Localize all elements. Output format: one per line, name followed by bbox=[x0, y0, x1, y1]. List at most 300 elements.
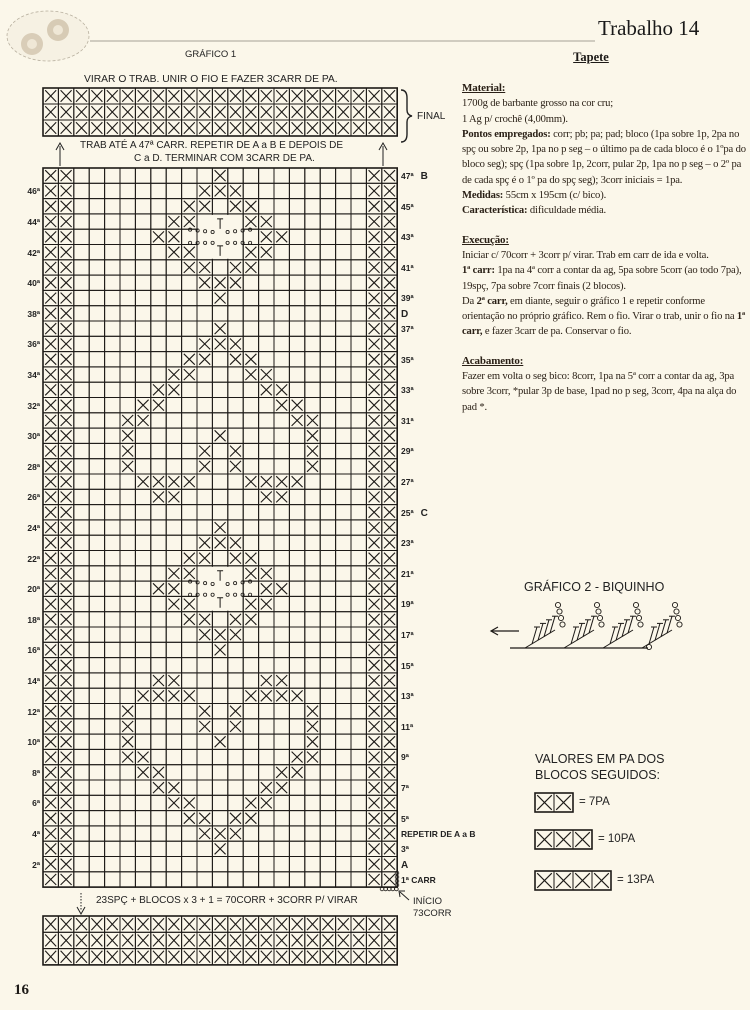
space-cell bbox=[274, 367, 289, 382]
block-cell bbox=[351, 88, 366, 104]
space-cell bbox=[305, 321, 320, 336]
space-cell bbox=[105, 658, 120, 673]
space-cell bbox=[274, 260, 289, 275]
space-cell bbox=[197, 841, 212, 856]
picot-repeat bbox=[642, 602, 682, 648]
block-cell bbox=[382, 199, 397, 214]
row-label-right bbox=[401, 477, 414, 487]
block-cell bbox=[366, 673, 381, 688]
block-cell bbox=[120, 932, 135, 948]
space-cell bbox=[105, 581, 120, 596]
space-cell bbox=[289, 627, 304, 642]
space-cell bbox=[320, 398, 335, 413]
space-cell bbox=[351, 857, 366, 872]
block-cell bbox=[58, 916, 73, 932]
block-cell bbox=[58, 489, 73, 504]
row-label-right bbox=[401, 783, 409, 793]
block-cell bbox=[120, 749, 135, 764]
space-cell bbox=[351, 551, 366, 566]
block-cell bbox=[166, 214, 181, 229]
space-cell bbox=[151, 505, 166, 520]
space-cell bbox=[336, 688, 351, 703]
space-cell bbox=[336, 872, 351, 887]
space-cell bbox=[243, 520, 258, 535]
space-cell bbox=[212, 443, 227, 458]
space-cell bbox=[336, 581, 351, 596]
block-cell bbox=[74, 120, 89, 136]
space-cell bbox=[320, 443, 335, 458]
space-cell bbox=[212, 612, 227, 627]
space-cell bbox=[182, 413, 197, 428]
block-cell bbox=[366, 627, 381, 642]
block-cell bbox=[289, 949, 304, 965]
space-cell bbox=[289, 443, 304, 458]
space-cell bbox=[74, 551, 89, 566]
block-cell bbox=[366, 505, 381, 520]
chart-row-15 bbox=[43, 658, 397, 673]
space-cell bbox=[74, 382, 89, 397]
block-cell bbox=[366, 321, 381, 336]
block-cell bbox=[151, 916, 166, 932]
space-cell bbox=[135, 489, 150, 504]
space-cell bbox=[320, 306, 335, 321]
block-cell bbox=[212, 916, 227, 932]
row-label-left: 20ª bbox=[27, 584, 40, 595]
block-cell bbox=[89, 120, 104, 136]
block-cell bbox=[74, 949, 89, 965]
execution-p3-a: Da bbox=[462, 295, 477, 307]
space-cell bbox=[120, 474, 135, 489]
block-cell bbox=[382, 367, 397, 382]
block-cell bbox=[351, 916, 366, 932]
space-cell bbox=[166, 719, 181, 734]
space-cell bbox=[166, 352, 181, 367]
space-cell bbox=[89, 704, 104, 719]
space-cell bbox=[120, 658, 135, 673]
space-cell bbox=[74, 811, 89, 826]
space-cell bbox=[197, 413, 212, 428]
block-cell bbox=[243, 795, 258, 810]
block-cell bbox=[366, 199, 381, 214]
block-cell bbox=[43, 398, 58, 413]
block-cell bbox=[197, 104, 212, 120]
block-cell bbox=[58, 398, 73, 413]
row-label-left: 38ª bbox=[27, 308, 40, 319]
block-cell bbox=[58, 214, 73, 229]
space-cell bbox=[120, 245, 135, 260]
space-cell bbox=[305, 551, 320, 566]
space-cell bbox=[336, 795, 351, 810]
block-cell bbox=[43, 290, 58, 305]
space-cell bbox=[120, 275, 135, 290]
space-cell bbox=[105, 382, 120, 397]
block-cell bbox=[58, 260, 73, 275]
block-cell bbox=[305, 932, 320, 948]
block-cell bbox=[197, 916, 212, 932]
block-cell bbox=[43, 183, 58, 198]
space-cell bbox=[166, 627, 181, 642]
lace-motif bbox=[189, 567, 252, 611]
space-cell bbox=[243, 719, 258, 734]
row-label-text: 23ª bbox=[401, 538, 414, 549]
repeat-note-line1: TRAB ATÉ A 47ª CARR. REPETIR DE A a B E DEPOIS DE bbox=[80, 140, 344, 151]
space-cell bbox=[351, 398, 366, 413]
space-cell bbox=[289, 214, 304, 229]
execution-p3-e: e fazer 3carr de pa. Conservar o fio. bbox=[482, 326, 632, 338]
space-cell bbox=[89, 551, 104, 566]
space-cell bbox=[197, 765, 212, 780]
block-cell bbox=[43, 795, 58, 810]
dotted-down-arrow bbox=[77, 893, 85, 914]
space-cell bbox=[274, 826, 289, 841]
block-cell bbox=[535, 793, 554, 812]
space-cell bbox=[166, 398, 181, 413]
picot-repeat bbox=[564, 602, 604, 648]
block-cell bbox=[336, 949, 351, 965]
block-cell bbox=[305, 443, 320, 458]
space-cell bbox=[74, 826, 89, 841]
space-cell bbox=[305, 336, 320, 351]
space-cell bbox=[243, 642, 258, 657]
row-label-text: 19ª bbox=[401, 599, 414, 610]
space-cell bbox=[166, 642, 181, 657]
block-cell bbox=[366, 658, 381, 673]
block-cell bbox=[135, 413, 150, 428]
space-cell bbox=[105, 183, 120, 198]
space-cell bbox=[105, 857, 120, 872]
space-cell bbox=[105, 627, 120, 642]
space-cell bbox=[105, 275, 120, 290]
block-cell bbox=[43, 596, 58, 611]
space-cell bbox=[320, 459, 335, 474]
block-cell bbox=[366, 352, 381, 367]
row-label-left: 26ª bbox=[27, 492, 40, 503]
space-cell bbox=[182, 168, 197, 183]
space-cell bbox=[212, 199, 227, 214]
space-cell bbox=[74, 765, 89, 780]
block-cell bbox=[274, 932, 289, 948]
space-cell bbox=[105, 673, 120, 688]
space-cell bbox=[289, 612, 304, 627]
block-cell bbox=[197, 932, 212, 948]
row-label-left: 4ª bbox=[32, 828, 40, 839]
space-cell bbox=[351, 612, 366, 627]
space-cell bbox=[151, 826, 166, 841]
page-title: Trabalho 14 bbox=[598, 16, 700, 40]
block-cell bbox=[305, 719, 320, 734]
block-cell bbox=[212, 88, 227, 104]
space-cell bbox=[243, 336, 258, 351]
space-cell bbox=[89, 321, 104, 336]
space-cell bbox=[289, 841, 304, 856]
space-cell bbox=[151, 275, 166, 290]
space-cell bbox=[89, 612, 104, 627]
block-cell bbox=[382, 811, 397, 826]
space-cell bbox=[135, 275, 150, 290]
space-cell bbox=[105, 214, 120, 229]
block-cell bbox=[166, 932, 181, 948]
block-cell bbox=[43, 489, 58, 504]
block-cell bbox=[120, 104, 135, 120]
space-cell bbox=[274, 413, 289, 428]
block-cell bbox=[151, 780, 166, 795]
space-cell bbox=[135, 872, 150, 887]
block-cell bbox=[166, 688, 181, 703]
space-cell bbox=[120, 489, 135, 504]
row-label-text: 33ª bbox=[401, 385, 414, 396]
block-cell bbox=[58, 520, 73, 535]
space-cell bbox=[320, 199, 335, 214]
block-cell bbox=[289, 398, 304, 413]
space-cell bbox=[89, 260, 104, 275]
space-cell bbox=[305, 229, 320, 244]
block-cell bbox=[366, 734, 381, 749]
space-cell bbox=[289, 673, 304, 688]
block-cell bbox=[274, 229, 289, 244]
row-label-left: 36ª bbox=[27, 339, 40, 350]
space-cell bbox=[105, 168, 120, 183]
chart-row-26 bbox=[43, 489, 397, 504]
space-cell bbox=[74, 596, 89, 611]
block-cell bbox=[74, 916, 89, 932]
space-cell bbox=[89, 749, 104, 764]
legend-title-line1: VALORES EM PA DOS bbox=[535, 752, 665, 766]
material-heading: Material: bbox=[462, 82, 506, 94]
block-cell bbox=[382, 489, 397, 504]
row-label-right bbox=[401, 538, 414, 548]
chart-row-4 bbox=[43, 826, 397, 841]
block-cell bbox=[228, 275, 243, 290]
space-cell bbox=[320, 168, 335, 183]
space-cell bbox=[351, 826, 366, 841]
chart1-top-note: VIRAR O TRAB. UNIR O FIO E FAZER 3CARR DE PA. bbox=[84, 74, 338, 85]
space-cell bbox=[351, 795, 366, 810]
space-cell bbox=[305, 489, 320, 504]
space-cell bbox=[351, 505, 366, 520]
first-row-label: 1ª carr: bbox=[462, 265, 495, 277]
space-cell bbox=[105, 489, 120, 504]
space-cell bbox=[166, 443, 181, 458]
block-cell bbox=[135, 398, 150, 413]
block-cell bbox=[336, 932, 351, 948]
space-cell bbox=[274, 245, 289, 260]
row-label-left: 14ª bbox=[27, 675, 40, 686]
row-label-text: 11ª bbox=[401, 721, 414, 732]
space-cell bbox=[182, 183, 197, 198]
space-cell bbox=[305, 765, 320, 780]
block-cell bbox=[166, 245, 181, 260]
space-cell bbox=[120, 367, 135, 382]
space-cell bbox=[243, 398, 258, 413]
space-cell bbox=[197, 520, 212, 535]
block-cell bbox=[58, 673, 73, 688]
space-cell bbox=[74, 780, 89, 795]
row-label-right bbox=[401, 722, 413, 732]
space-cell bbox=[336, 199, 351, 214]
space-cell bbox=[105, 841, 120, 856]
space-cell bbox=[289, 382, 304, 397]
block-cell bbox=[366, 520, 381, 535]
section-marker-letter: C bbox=[420, 507, 428, 519]
space-cell bbox=[120, 535, 135, 550]
row-label-left: 8ª bbox=[32, 767, 40, 778]
block-cell bbox=[212, 949, 227, 965]
block-cell bbox=[182, 474, 197, 489]
space-cell bbox=[243, 780, 258, 795]
space-cell bbox=[74, 290, 89, 305]
legend-block-3 bbox=[535, 830, 592, 849]
block-cell bbox=[166, 474, 181, 489]
space-cell bbox=[289, 734, 304, 749]
space-cell bbox=[197, 505, 212, 520]
block-cell bbox=[151, 382, 166, 397]
space-cell bbox=[305, 505, 320, 520]
space-cell bbox=[228, 872, 243, 887]
space-cell bbox=[289, 811, 304, 826]
space-cell bbox=[166, 826, 181, 841]
space-cell bbox=[74, 520, 89, 535]
space-cell bbox=[243, 872, 258, 887]
block-cell bbox=[259, 932, 274, 948]
space-cell bbox=[151, 596, 166, 611]
space-cell bbox=[228, 398, 243, 413]
block-cell bbox=[43, 673, 58, 688]
block-cell bbox=[182, 932, 197, 948]
space-cell bbox=[243, 749, 258, 764]
block-cell bbox=[366, 474, 381, 489]
chart-row-12 bbox=[43, 704, 397, 719]
space-cell bbox=[243, 321, 258, 336]
space-cell bbox=[289, 551, 304, 566]
space-cell bbox=[243, 857, 258, 872]
space-cell bbox=[89, 872, 104, 887]
block-cell bbox=[382, 459, 397, 474]
block-cell bbox=[366, 398, 381, 413]
space-cell bbox=[105, 551, 120, 566]
space-cell bbox=[336, 290, 351, 305]
block-cell bbox=[289, 765, 304, 780]
space-cell bbox=[120, 581, 135, 596]
space-cell bbox=[105, 428, 120, 443]
decorative-photo-oval bbox=[7, 11, 89, 61]
block-cell bbox=[243, 120, 258, 136]
space-cell bbox=[289, 520, 304, 535]
block-cell bbox=[197, 443, 212, 458]
space-cell bbox=[74, 183, 89, 198]
block-cell bbox=[43, 581, 58, 596]
space-cell bbox=[89, 428, 104, 443]
block-cell bbox=[120, 443, 135, 458]
row-label-left: 2ª bbox=[32, 859, 40, 870]
block-cell bbox=[151, 489, 166, 504]
space-cell bbox=[135, 229, 150, 244]
block-cell bbox=[43, 459, 58, 474]
space-cell bbox=[305, 474, 320, 489]
block-cell bbox=[305, 459, 320, 474]
space-cell bbox=[135, 290, 150, 305]
space-cell bbox=[336, 245, 351, 260]
space-cell bbox=[105, 321, 120, 336]
block-cell bbox=[151, 949, 166, 965]
space-cell bbox=[259, 765, 274, 780]
block-cell bbox=[228, 719, 243, 734]
block-cell bbox=[366, 704, 381, 719]
block-cell bbox=[89, 916, 104, 932]
block-cell bbox=[305, 949, 320, 965]
space-cell bbox=[289, 199, 304, 214]
block-cell bbox=[120, 413, 135, 428]
space-cell bbox=[259, 872, 274, 887]
space-cell bbox=[74, 795, 89, 810]
row-label-left: 32ª bbox=[27, 400, 40, 411]
block-cell bbox=[289, 104, 304, 120]
space-cell bbox=[243, 627, 258, 642]
space-cell bbox=[305, 535, 320, 550]
first-row-text: 1pa na 4ª corr a contar da ag, 5pa sobre 5corr (ao todo 7pa), 19spç, 7pa sobre 7corr finais (2 blocos). bbox=[462, 265, 742, 292]
space-cell bbox=[336, 443, 351, 458]
space-cell bbox=[274, 321, 289, 336]
space-cell bbox=[89, 199, 104, 214]
block-cell bbox=[305, 749, 320, 764]
row-label-right bbox=[401, 232, 414, 242]
block-cell bbox=[382, 551, 397, 566]
space-cell bbox=[89, 688, 104, 703]
block-cell bbox=[382, 596, 397, 611]
chart-row-13 bbox=[43, 688, 397, 703]
space-cell bbox=[166, 183, 181, 198]
start-arrow bbox=[399, 891, 409, 900]
space-cell bbox=[336, 229, 351, 244]
space-cell bbox=[135, 245, 150, 260]
space-cell bbox=[305, 275, 320, 290]
space-cell bbox=[120, 642, 135, 657]
block-cell bbox=[243, 260, 258, 275]
space-cell bbox=[228, 382, 243, 397]
space-cell bbox=[351, 780, 366, 795]
space-cell bbox=[182, 642, 197, 657]
block-cell bbox=[43, 704, 58, 719]
block-cell bbox=[166, 780, 181, 795]
block-cell bbox=[243, 551, 258, 566]
space-cell bbox=[105, 704, 120, 719]
space-cell bbox=[259, 428, 274, 443]
block-cell bbox=[182, 260, 197, 275]
space-cell bbox=[336, 765, 351, 780]
space-cell bbox=[259, 443, 274, 458]
block-cell bbox=[43, 520, 58, 535]
chart-row-29 bbox=[43, 443, 397, 458]
block-cell bbox=[58, 367, 73, 382]
space-cell bbox=[320, 688, 335, 703]
block-cell bbox=[212, 321, 227, 336]
block-cell bbox=[259, 214, 274, 229]
space-cell bbox=[351, 841, 366, 856]
block-cell bbox=[259, 367, 274, 382]
space-cell bbox=[243, 734, 258, 749]
block-cell bbox=[197, 88, 212, 104]
space-cell bbox=[259, 841, 274, 856]
block-cell bbox=[120, 120, 135, 136]
block-cell bbox=[212, 428, 227, 443]
block-cell bbox=[120, 88, 135, 104]
space-cell bbox=[74, 627, 89, 642]
space-cell bbox=[135, 826, 150, 841]
project-name: Tapete bbox=[573, 50, 609, 64]
row-label-text: 21ª bbox=[401, 568, 414, 579]
space-cell bbox=[228, 520, 243, 535]
chart-row-45 bbox=[43, 199, 397, 214]
block-cell bbox=[366, 719, 381, 734]
